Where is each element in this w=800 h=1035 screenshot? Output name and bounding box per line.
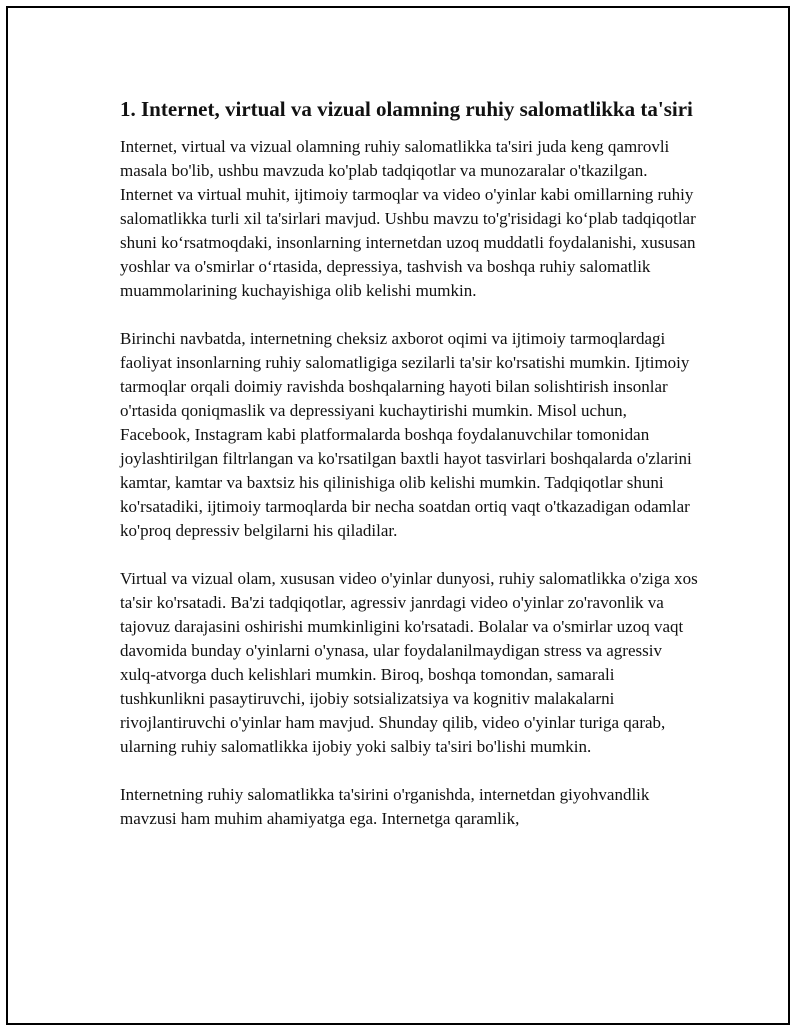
section-heading: 1. Internet, virtual va vizual olamning ruhiy salomatlikka ta'siri bbox=[120, 97, 693, 121]
document-body bbox=[120, 96, 700, 855]
document-page bbox=[6, 6, 790, 1025]
paragraph-3: Virtual va vizual olam, xususan video o'yinlar dunyosi, ruhiy salomatlikka o'ziga xos ta'sir ko'rsatadi. Ba'zi tadqiqotlar, agressiv janrdagi video o'yinlar zo'ravonlik va tajovuz darajasini oshirishi mumkinligini ko'rsatadi. Bolalar va o'smirlar uzoq vaqt davomida bunday o'yinlarni o'ynasa, ular foydalanilmaydigan stress va agressiv xulq-atvorga duch kelishlari mumkin. Biroq, boshqa tomondan, samarali tushkunlikni pasaytiruvchi, ijobiy sotsializatsiya va kognitiv malakalarni rivojlantiruvchi o'yinlar ham mavjud. Shunday qilib, video o'yinlar turiga qarab, ularning ruhiy salomatlikka ijobiy yoki salbiy ta'siri bo'lishi mumkin. bbox=[120, 569, 698, 756]
paragraph-4: Internetning ruhiy salomatlikka ta'sirini o'rganishda, internetdan giyohvandlik mavzusi ham muhim ahamiyatga ega. Internetga qaramlik, bbox=[120, 785, 650, 828]
paragraph-1: Internet, virtual va vizual olamning ruhiy salomatlikka ta'siri juda keng qamrovli masala bo'lib, ushbu mavzuda ko'plab tadqiqotlar va munozaralar o'tkazilgan. Internet va virtual muhit, ijtimoiy tarmoqlar va video o'yinlar kabi omillarning ruhiy salomatlikka turli xil ta'sirlari mavjud. Ushbu mavzu to'g'risidagi ko‘plab tadqiqotlar shuni ko‘rsatmoqdaki, insonlarning internetdan uzoq muddatli foydalanishi, xususan yoshlar va o'smirlar o‘rtasida, depressiya, tashvish va boshqa ruhiy salomatlik muammolarining kuchayishiga olib kelishi mumkin. bbox=[120, 137, 696, 300]
paragraph-2: Birinchi navbatda, internetning cheksiz axborot oqimi va ijtimoiy tarmoqlardagi faoliyat insonlarning ruhiy salomatligiga sezilarli ta'sir ko'rsatishi mumkin. Ijtimoiy tarmoqlar orqali doimiy ravishda boshqalarning hayoti bilan solishtirish insonlar o'rtasida qoniqmaslik va depressiyani kuchaytirishi mumkin. Misol uchun, Facebook, Instagram kabi platformalarda boshqa foydalanuvchilar tomonidan joylashtirilgan filtrlangan va ko'rsatilgan baxtli hayot tasvirlari boshqalarda o'zlarini kamtar, kamtar va baxtsiz his qilinishiga olib kelishi mumkin. Tadqiqotlar shuni ko'rsatadiki, ijtimoiy tarmoqlarda bir necha soatdan ortiq vaqt o'tkazadigan odamlar ko'proq depressiv belgilarni his qiladilar. bbox=[120, 329, 692, 540]
